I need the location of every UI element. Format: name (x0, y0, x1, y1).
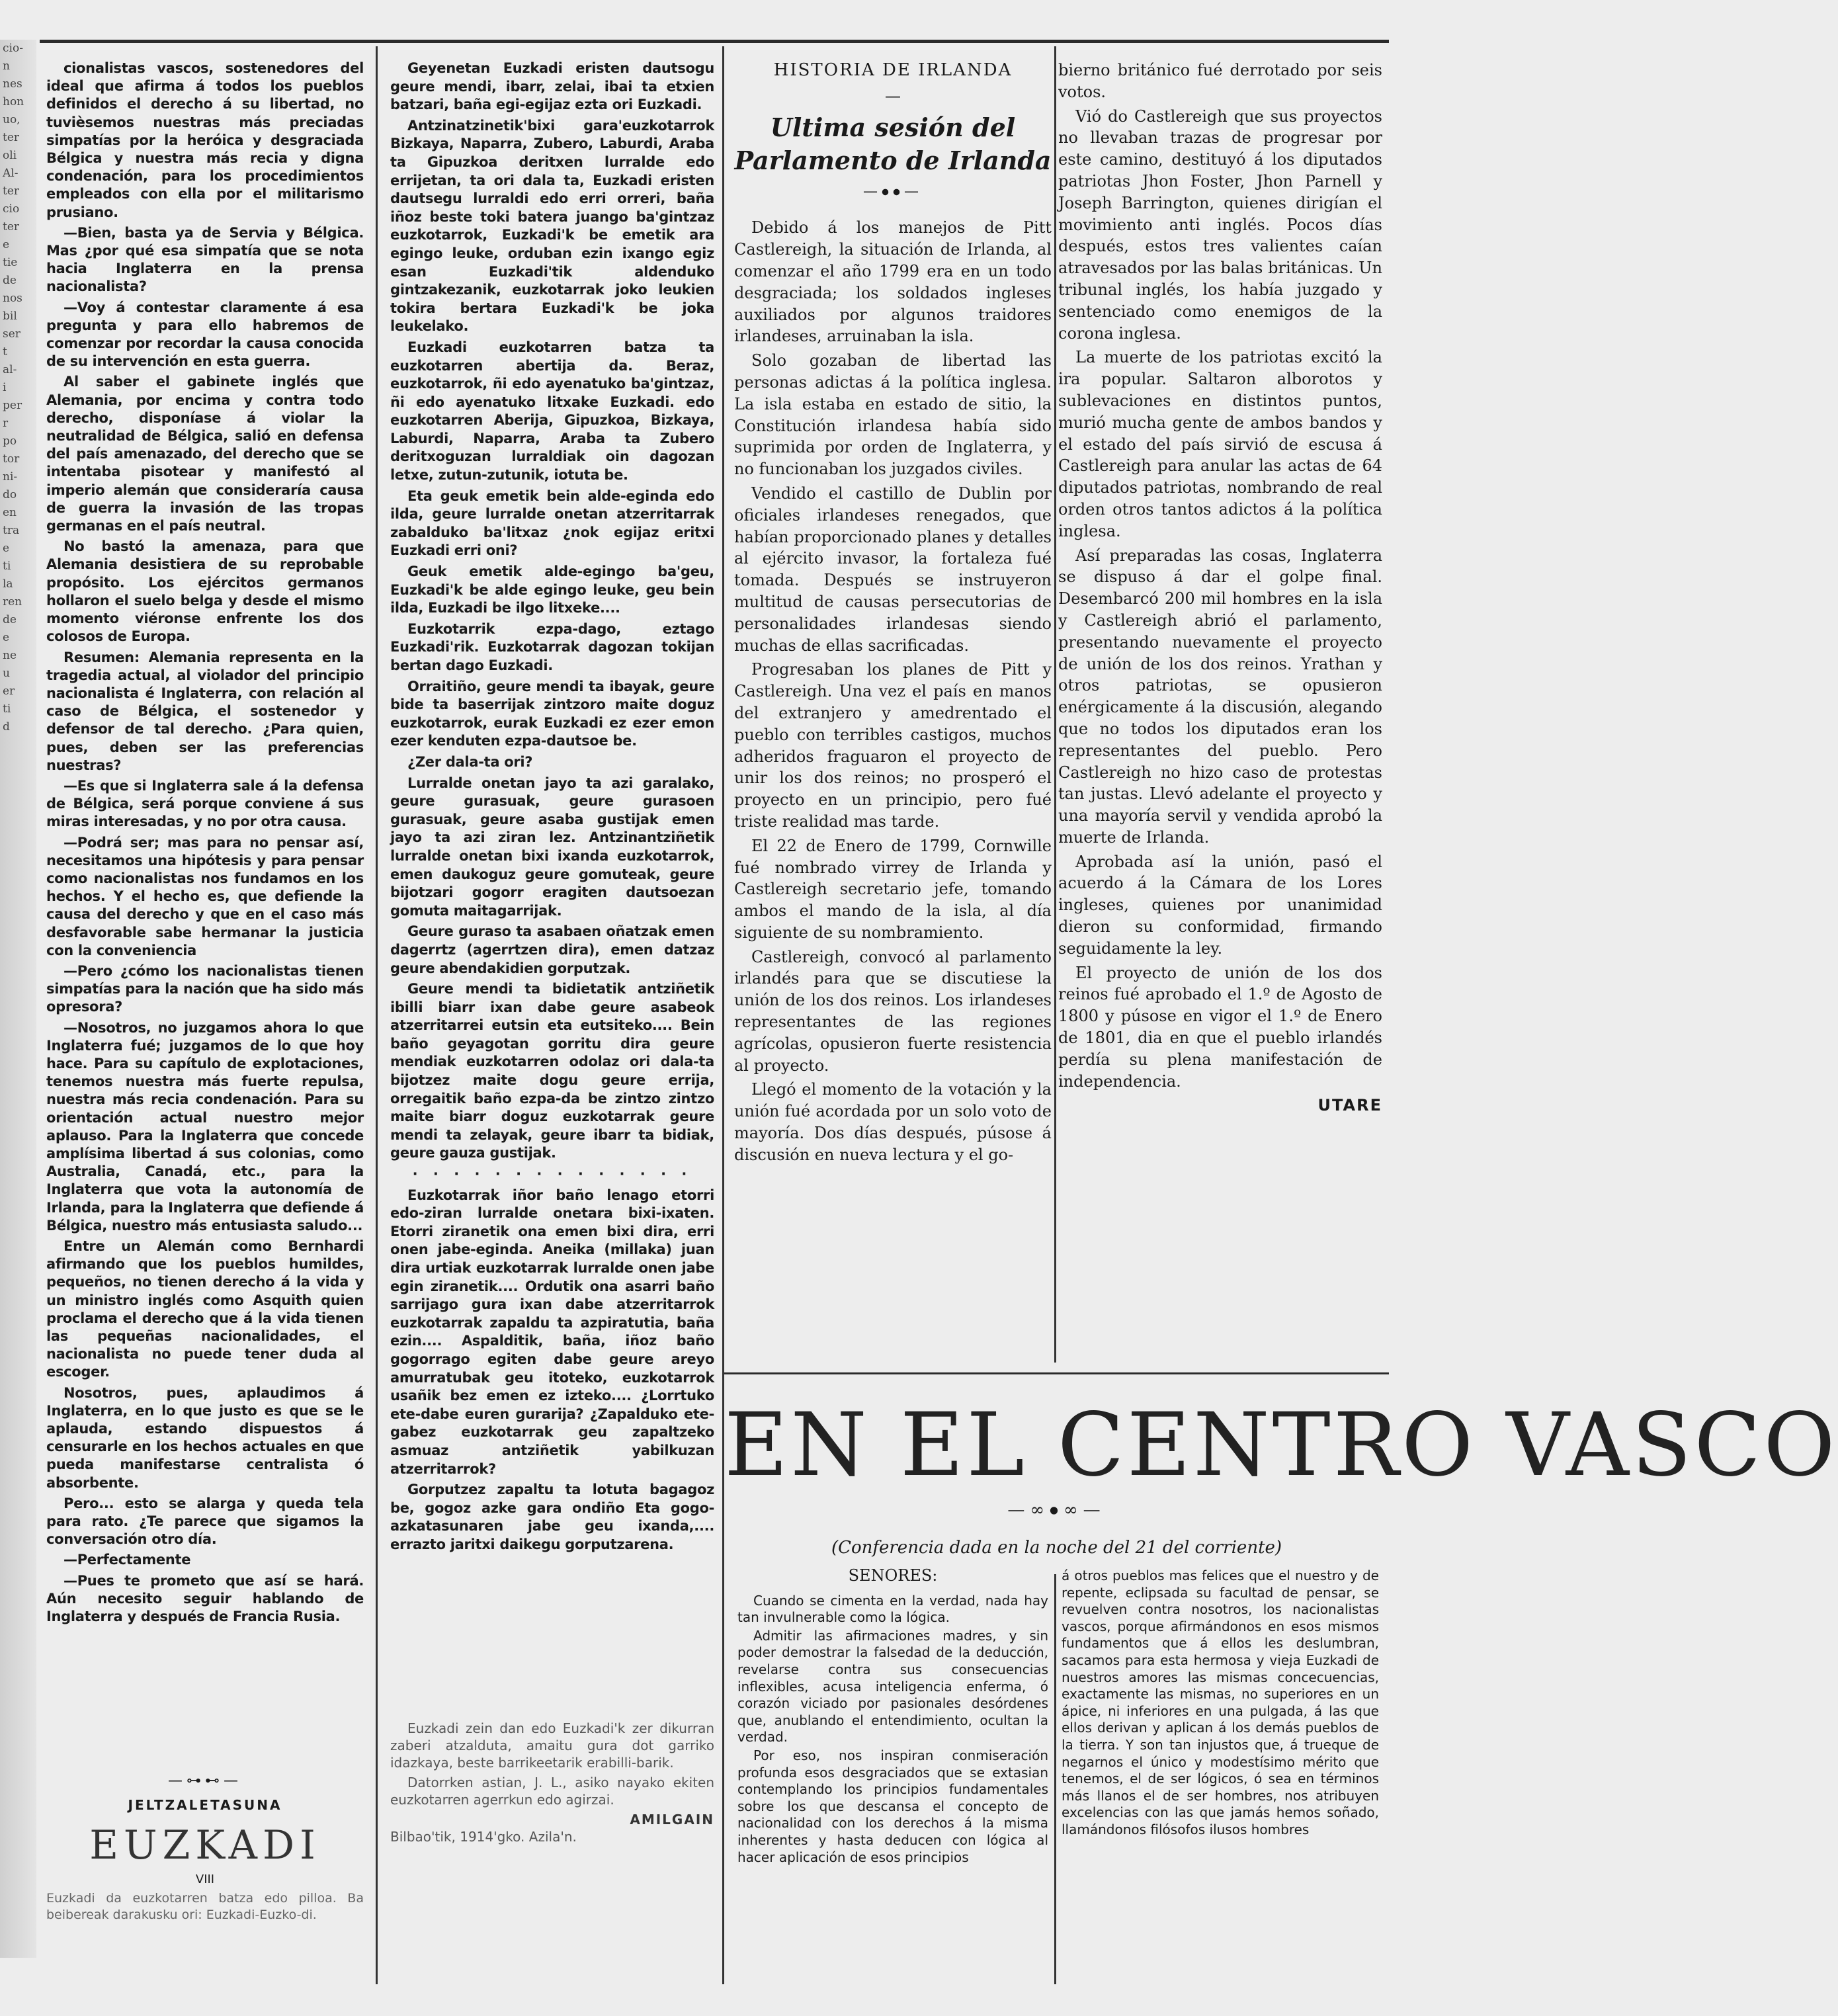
edge-fragment: cio (3, 202, 20, 216)
edge-fragment: cio- (3, 42, 23, 55)
column-1-footer (46, 1773, 364, 1984)
section-title: EUZKADI (89, 1822, 321, 1869)
col2-paragraph: Orraitiño, geure mendi ta ibayak, geure bide ta baserrijak zintzoro maite doguz euzkotarrok, eurak Euzkadi ez ezer emon ezer kenduten ezpa-dautsoe be. (390, 678, 714, 749)
edge-fragment: ser (3, 327, 21, 341)
section-opening: Euzkadi da euzkotarren batza edo pilloa. Ba beibereak darakusku ori: Euzkadi-Euzko-di. (46, 1891, 364, 1922)
edge-fragment: ter (3, 220, 20, 233)
salutation: SENORES: (848, 1566, 938, 1585)
col1-paragraph: No bastó la amenaza, para que Alemania desistiera de su reprobable propósito. Los ejércitos germanos hollaron el suelo belga y desde el mismo momento viéronse enfrente los dos colosos de Europa. (46, 538, 364, 645)
edge-fragment: po (3, 435, 17, 448)
edge-fragment: de (3, 613, 17, 626)
col1-paragraph: Resumen: Alemania representa en la tragedia actual, al violador del principio nacionalista é Inglaterra, con relación al caso de Bélgica, el sostenedor y defensor de tal derecho. ¿Para quien, pues, deben ser las preferencias nuestras? (46, 649, 364, 773)
column-2-footer (390, 1720, 714, 1984)
banner-rule (724, 1372, 1389, 1374)
col2-paragraph: Lurralde onetan jayo ta azi garalako, geure gurasuak, geure gurasoen gurasuak, geure asaba gustijak emen jayo ta azi ziran lez. Antzinantziñetik lurralde onetan bixi ixanda euzkotarrok, emen daukoguz geure gomuteak, geure bijotzari gogorr eragiten dautsoezan gomuta maitagarrijak. (390, 775, 714, 919)
edge-fragment: n (3, 60, 10, 73)
banner-title: EN EL CENTRO VASCO (724, 1394, 1838, 1496)
edge-fragment: tie (3, 256, 18, 269)
article-title (734, 111, 1052, 177)
col4-paragraph: bierno británico fué derrotado por seis votos. (1058, 61, 1382, 101)
col1-paragraph: —Pues te prometo que así se hará. Aún necesito seguir hablando de Inglaterra y después de Francia Rusia. (46, 1572, 364, 1625)
col1-paragraph: —Voy á contestar claramente á esa pregunta y para ello habremos de comenzar por recordar la causa conocida de su intervención en esta guerra. (46, 299, 364, 370)
edge-fragment: ti (3, 702, 11, 716)
banner-subtitle: (Conferencia dada en la noche del 21 del corriente) (831, 1538, 1282, 1558)
edge-fragment: al- (3, 363, 17, 376)
column-3-article (734, 60, 1052, 1349)
edge-fragment: e (3, 631, 10, 644)
section-number: VIII (195, 1872, 215, 1886)
edge-fragment: tra (3, 524, 20, 537)
edge-fragment: e (3, 238, 10, 251)
edge-fragment: la (3, 577, 13, 591)
col3-paragraph: Vendido el castillo de Dublin por oficiales irlandeses renegados, que habían proporcionado planes y detalles al ejército invasor, la fortaleza fué tomada. Después se instruyeron multitud de causas persecutorias de personalidades irlandesas siendo muchas de ellas sacrificadas. (734, 483, 1052, 655)
dateline: Bilbao'tik, 1914'gko. Azila'n. (390, 1829, 577, 1845)
col1-paragraph: —Perfectamente (63, 1552, 191, 1568)
ornament-divider: —⦁⦁— (862, 183, 923, 200)
edge-fragment: oli (3, 149, 17, 162)
edge-fragment: de (3, 274, 17, 287)
col2-paragraph: Gorputzez zapaltu ta lotuta bagagoz be, gogoz azke gara ondiño Eta gogo-azkatasunaren jabe geu ixanda,.... errazto jaritxi daikegu gorputzarena. (390, 1482, 714, 1552)
col3-paragraph: El 22 de Enero de 1799, Cornwille fué nombrado virrey de Irlanda y Castlereigh secretario jefe, tomando ambos el mando de la isla, al día siguiente de su nombramiento. (734, 836, 1052, 942)
edge-fragment: er (3, 685, 15, 698)
col1-paragraph: cionalistas vascos, sostenedores del ideal que afirma á todos los pueblos definidos el derecho á su libertad, no tuvièsemos nuestras más preciadas simpatías por la heróica y desgraciada Bélgica y nuestra más recia y digna condenación, para los procedimientos empleados con ella por el militarismo prusiano. (46, 60, 364, 220)
column-4-article (1058, 60, 1382, 1349)
edge-fragment: Al- (3, 167, 19, 180)
conference-paragraph: Admitir las afirmaciones madres, y sin poder demostrar la falsedad de la deducción, revelarse contra sus consecuencias inflexibles, acusa inteligencia enferma, ó corazón viciado por pasionales desórdenes que, anublando el entendimiento, ocultan la verdad. (737, 1627, 1048, 1745)
edge-fragment: bil (3, 310, 17, 323)
edge-fragment: hon (3, 95, 24, 108)
col1-paragraph: —Pero ¿cómo los nacionalistas tienen simpatías para la nación que ha sido más opresora? (46, 962, 364, 1015)
col4-paragraph: Vió do Castlereigh que sus proyectos no llevaban trazas de progresar por este camino, destituyó á los diputados patriotas Jhon Foster, Jhon Parnell y Joseph Barrington, quienes dirigían el movimiento anti inglés. Pocos días después, estos tres valientes caían atravesados por las balas británicas. Un tribunal inglés, los había juzgado y sentenciado como enemigos de la corona inglesa. (1058, 106, 1382, 343)
edge-fragment: e (3, 542, 10, 555)
col1-paragraph: Pero... esto se alarga y queda tela para rato. ¿Te parece que sigamos la conversación otro día. (46, 1495, 364, 1548)
col1-paragraph: —Podrá ser; mas para no pensar así, necesitamos una hipótesis y para pensar como nacionalistas nos fundamos en los hechos. Y el hecho es, que defiende la causa del derecho y que en el caso más desfavorable sabe hermanar la justicia con la conveniencia (46, 834, 364, 958)
edge-fragment: nos (3, 292, 22, 305)
column-divider-2 (722, 46, 724, 1984)
edge-fragment: ren (3, 595, 22, 609)
edge-fragment: tor (3, 452, 20, 466)
col3-paragraph: Solo gozaban de libertad las personas adictas á la política inglesa. La isla estaba en estado de sitio, la Constitución irlandesa había sido suprimida por orden de Inglaterra, y no funcionaban los juzgados civiles. (734, 351, 1052, 479)
col2-paragraph: Euzkotarrak iñor baño lenago etorri edo-ziran lurralde onetara bixi-ixaten. Etorri ziranetik ona emen bixi dira, erri onen jabe-eginda. Aneika (millaka) juan dira urtiak euzkotarrak lurralde onen jabe egin ziranetik.... Ordutik ona asarri baño sarrijago gura ixan dabe atzerritarrok euzkotarrak zapaldu ta azpiratutia, baña ezin.... Aspalditik, baña, iñoz baño gogorrago egiten dabe geure areyo amurratubak geu itoteko, euzkotarrok usañik bez emen ez izteko.... ¿Lorrtuko ete-dabe euren gurarija? ¿Zapalduko ete-gabez euzkotarrak geu zapaltzeko asmuaz antziñetik yabilkuzan atzerritarrok? (390, 1187, 714, 1477)
col1-paragraph: —Bien, basta ya de Servia y Bélgica. Mas ¿por qué esa simpatía que se nota hacia Inglaterra en la prensa nacionalista? (46, 224, 364, 295)
ornament-divider: —∞⦁∞— (1007, 1500, 1106, 1520)
edge-fragment: u (3, 667, 10, 680)
banner-headline (724, 1394, 1838, 1558)
edge-fragment: t (3, 345, 7, 358)
edge-fragment: i (3, 381, 7, 394)
col4-paragraph: El proyecto de unión de los dos reinos fué aprobado el 1.º de Agosto de 1800 y púsose en vigor el 1.º de Enero de 1801, dia en que el pueblo irlandés perdía su plena manifestación de independencia. (1058, 963, 1382, 1091)
adjacent-page-edge (0, 40, 36, 1958)
author-signature: AMILGAIN (630, 1812, 714, 1827)
col2-paragraph: Euzkadi euzkotarren batza ta euzkotarren abertija da. Beraz, euzkotarrok, ñi edo ayenatuko ba'gintzaz, ñi edo ayenatuko litxake Euzkadi. edo euzkotarren Aberija, Gipuzkoa, Bizkaya, Laburdi, Naparra, Araba ta Zubero deritxoguzan lurraldiak oin dagozan letxe, zutun-zutunik, iotuta be. (390, 339, 714, 483)
col1-paragraph: Entre un Alemán como Bernhardi afirmando que los pueblos humildes, pequeños, no tienen derecho á la vida y un ministro inglés como Asquith quien proclama el derecho que á la vida tienen las pequeñas nacionalidades, el nacionalista no puede tener duda al escoger. (46, 1238, 364, 1380)
edge-fragment: per (3, 399, 22, 412)
section-heading: HISTORIA DE IRLANDA (773, 60, 1013, 80)
col2-foot-paragraph: Datorrken astian, J. L., asiko nayako ekiten euzkotarren agerrkun edo agirzai. (390, 1775, 714, 1808)
column-divider-4 (1054, 1574, 1056, 1984)
col3-paragraph: Progresaban los planes de Pitt y Castlereigh. Una vez el país en manos del extranjero y amedrentado el pueblo con terribles castigos, muchos adheridos fraguaron el proyecto de unir los dos reinos; no prosperó el proyecto en un principio, pero fué triste realidad mas tarde. (734, 660, 1052, 831)
column-divider-3 (1054, 46, 1056, 1363)
dotted-separator: · · · · · · · · · · · · · · (412, 1166, 692, 1183)
edge-fragment: r (3, 417, 9, 430)
column-2-article (390, 60, 714, 1713)
conference-text-right (1062, 1568, 1379, 1991)
conference-text-left (737, 1568, 1048, 1991)
short-rule: — (885, 86, 901, 105)
col2-paragraph: Geure guraso ta asabaen oñatzak emen dagerrtz (agerrtzen dira), emen datzaz geure abendakidien gorputzak. (390, 923, 714, 976)
edge-fragment: ti (3, 560, 11, 573)
col1-paragraph: —Es que si Inglaterra sale á la defensa de Bélgica, será porque conviene á sus miras interesadas, y no por otra causa. (46, 777, 364, 830)
col2-paragraph: Geure mendi ta bidietatik antziñetik ibilli biarr ixan dabe geure asabeok atzerritarrei eutsin eta eutsiteko.... Bein baño geyagotan gorritu dira geure mendiak euzkotarren odolaz ori dala-ta bijotzez maite dogu geure errija, orregaitik baño ezpa-da be zintzo zintzo maite biarr doguz euzkotarrak geure mendi ta zelayak, geure ibarr ta bidiak, geure gauza gustijak. (390, 981, 714, 1161)
col4-paragraph: Aprobada así la unión, pasó el acuerdo á la Cámara de los Lores ingleses, quienes por unanimidad dieron su conformidad, firmando seguidamente la ley. (1058, 852, 1382, 958)
col4-paragraph: Así preparadas las cosas, Inglaterra se dispuso á dar el golpe final. Desembarcó 200 mil hombres en la isla y Castlereigh abrió el parlamento, presentando nuevamente el proyecto de unión de los dos reinos. Yrathan y otros patriotas, se opusieron enérgicamente á la discusión, alegando que no todos los diputados eran los representantes del pueblo. Pero Castlereigh no hizo caso de protestas tan justas. Llevó adelante el proyecto y una mayoría servil y vendida aprobó la muerte de Irlanda. (1058, 546, 1382, 847)
col2-paragraph: Euzkotarrik ezpa-dago, eztago Euzkadi'rik. Euzkotarrak dagozan tokijan bertan dago Euzkadi. (390, 620, 714, 673)
column-1-article (46, 60, 364, 1978)
ornament-divider: —⊶⊷— (168, 1773, 242, 1789)
col1-paragraph: Nosotros, pues, aplaudimos á Inglaterra, en lo que justo es que se le aplauda, estando dispuestos á censurarle en los hechos actuales en que pueda manifestarse centralista ó absorbente. (46, 1384, 364, 1491)
edge-fragment: ne (3, 649, 17, 662)
author-signature: UTARE (1317, 1096, 1382, 1115)
col1-paragraph: Al saber el gabinete inglés que Alemania, por encima y contra todo derecho, disponíase á violar la neutralidad de Bélgica, salió en defensa del país amenazado, del derecho que se intentaba pisotear y manifestó al imperio alemán que consideraría causa de guerra la invasión de las tropas germanas en el país neutral. (46, 374, 364, 534)
col2-paragraph: Geyenetan Euzkadi eristen dautsogu geure mendi, ibarr, zelai, ibai ta etxien batzari, baña egi-egijaz ezta ori Euzkadi. (390, 60, 714, 113)
col4-paragraph: La muerte de los patriotas excitó la ira popular. Saltaron alborotos y sublevaciones en distintos puntos, murió mucha gente de ambos bandos y el estado del país sirvió de escusa á Castlereigh para anular las actas de 64 diputados patriotas, nombrando de real orden otros tantos adictos á la política inglesa. (1058, 348, 1382, 540)
edge-fragment: en (3, 506, 17, 519)
conference-paragraph: Por eso, nos inspiran conmiseración profunda esos desgraciados que se extasian contemplando los principios fundamentales sobre los que descansa el concepto de nacionalidad con los derechos á la misma inherentes y hasta deducen con lógica al hacer aplicación de esos principios (737, 1747, 1048, 1865)
col2-paragraph: ¿Zer dala-ta ori? (407, 753, 533, 770)
col2-paragraph: Eta geuk emetik bein alde-eginda edo ilda, geure lurralde onetan atzerritarrak zabalduko ba'litxaz ¿nok egijaz eritxi Euzkadi erri oni? (390, 487, 714, 559)
col3-paragraph: Llegó el momento de la votación y la unión fué acordada por un solo voto de mayoría. Dos días después, púsose á discusión en nueva lectura y el go- (734, 1080, 1052, 1164)
top-rule (40, 40, 1389, 43)
col3-paragraph: Castlereigh, convocó al parlamento irlandés para que se discutiese la unión de los dos reinos. Los irlandeses representantes de las regiones agrícolas, opusieron fuerte resistencia al proyecto. (734, 947, 1052, 1075)
col2-foot-paragraph: Euzkadi zein dan edo Euzkadi'k zer dikurran zaberi atzalduta, amaitu gura dot garriko idazkaya, beste barrikeetarik erabilli-barik. (390, 1720, 714, 1771)
col2-paragraph: Geuk emetik alde-egingo ba'geu, Euzkadi'k be alde egingo leuke, geu bein ilda, Euzkadi be ilgo litxeke.... (390, 564, 714, 616)
conference-paragraph: á otros pueblos mas felices que el nuestro y de repente, eclipsada su facultad de pensar, se revuelven contra nosotros, los nacionalistas vascos, porque afirmándonos en esos mismos fundamentos que á ellos les deslumbran, sacamos para esta hermosa y vieja Euzkadi de nuestros amores las mismas concecuencias, exactamente las mismas, no superiores en un ápice, ni inferiores en una pulgada, á las que ellos derivan y aplican á los demás pueblos de la tierra. Y son tan injustos que, á trueque de negarnos el único y modestísimo mérito que tenemos, el de ser lógicos, ó sea en términos más llanos el de ser hombres, nos atribuyen excelencias con las que jamás hemos soñado, llamándonos filósofos ilusos hombres (1062, 1568, 1379, 1837)
article-title-line: Parlamento de Irlanda (734, 145, 1052, 175)
conference-paragraph: Cuando se cimenta en la verdad, nada hay tan invulnerable como la lógica. (737, 1592, 1048, 1626)
edge-fragment: d (3, 720, 10, 734)
edge-fragment: do (3, 488, 17, 501)
col3-paragraph: Debido á los manejos de Pitt Castlereigh, la situación de Irlanda, al comenzar el año 1799 era en un todo desgraciada; los soldados ingleses auxiliados por algunos traidores irlandeses, arruinaban la isla. (734, 218, 1052, 346)
edge-fragment: nes (3, 77, 22, 91)
edge-fragment: uo, (3, 113, 21, 126)
edge-fragment: ter (3, 131, 20, 144)
col2-paragraph: Antzinatzinetik'bixi gara'euzkotarrok Bizkaya, Naparra, Zubero, Laburdi, Araba ta Gipuzkoa deritxen lurralde edo errijetan, ta ori dala ta, Euzkadi eristen dautsegu lurraldi edo erri orreri, baña iñoz beste toki batera juango ba'gintzaz euzkotarrok, Euzkadi'k be emetik ara egingo leuke, orduban ezin ixango egiz esan Euzkadi'tik aldenduko gintzakezanik, euzkotarrak joko leukien tokira bertara Euzkadi'k be joka leukelako. (390, 117, 714, 335)
edge-fragment: ni- (3, 470, 18, 483)
edge-fragment: ter (3, 185, 20, 198)
article-title-line: Ultima sesión del (770, 112, 1016, 142)
column-divider-1 (376, 46, 378, 1984)
section-label: JELTZALETASUNA (128, 1797, 282, 1813)
col1-paragraph: —Nosotros, no juzgamos ahora lo que Inglaterra fué; juzgamos de lo que hoy hace. Para su capítulo de explotaciones, tenemos nuestra más fuerte repulsa, nuestra más recia condenación. Para su orientación actual nuestro mejor aplauso. Para la Inglaterra que concede amplísima libertad á sus colonias, como Australia, Canadá, etc., para la Inglaterra que vota la autonomía de Irlanda, para la Inglaterra que defiende á Bélgica, nuestro más entusiasta saludo... (46, 1019, 364, 1234)
